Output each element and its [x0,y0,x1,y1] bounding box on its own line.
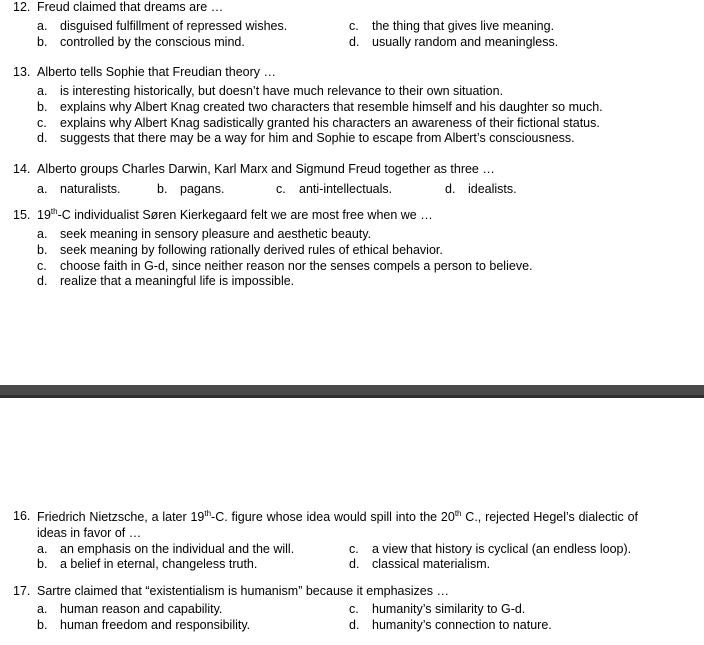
question-stem [13,584,683,599]
option-letter: b. [37,35,48,49]
option-b[interactable] [37,243,443,258]
option-letter: d. [37,274,48,288]
question-stem [13,162,683,177]
option-text: explains why Albert Knag sadistically granted his characters an awareness of their fictional status. [60,116,600,130]
option-letter: a. [37,542,48,556]
option-b[interactable] [37,35,245,50]
option-letter: c. [349,542,359,556]
question-stem [13,208,683,223]
page-break-divider [0,385,704,398]
option-c[interactable] [37,259,533,274]
question-13 [13,65,683,145]
option-text: seek meaning by following rationally derived rules of ethical behavior. [60,243,443,257]
option-letter: d. [349,557,360,571]
option-b[interactable] [37,618,250,633]
option-text: realize that a meaningful life is impossible. [60,274,295,288]
option-letter: d. [349,35,360,49]
option-letter: a. [37,227,48,241]
question-stem [13,0,683,15]
option-c[interactable] [349,602,525,617]
option-c[interactable] [349,19,554,34]
option-a[interactable] [37,19,287,34]
option-letter: b. [37,557,48,571]
option-text: anti-intellectuals. [299,182,393,196]
question-text: Sartre claimed that “existentialism is humanism” because it emphasizes … [37,584,449,598]
option-text: a belief in eternal, changeless truth. [60,557,258,571]
option-text: disguised fulfillment of repressed wishes. [60,19,288,33]
option-letter: b. [37,100,48,114]
option-letter: d. [349,618,360,632]
question-text: Alberto tells Sophie that Freudian theory … [37,65,277,79]
question-15 [13,206,683,288]
option-a[interactable] [37,182,120,197]
option-letter: b. [37,243,48,257]
option-text: is interesting historically, but doesn’t have much relevance to their own situation. [60,84,504,98]
option-b[interactable] [37,100,603,115]
question-12 [13,0,683,49]
option-letter: c. [276,182,286,196]
question-number: 13. [13,65,31,79]
option-a[interactable] [37,84,503,99]
option-letter: c. [349,19,359,33]
option-letter: a. [37,19,48,33]
question-text: Friedrich Nietzsche, a later 19th-C. figure whose idea would spill into the 20th C., rejected Hegel’s dialectic of ideas in favor of … [37,508,638,540]
question-number: 12. [13,0,31,14]
option-c[interactable] [37,116,600,131]
question-16 [13,508,638,571]
option-letter: c. [349,602,359,616]
question-number: 16. [13,509,31,523]
option-letter: a. [37,602,48,616]
option-text: explains why Albert Knag created two characters that resemble himself and his daughter so much. [60,100,603,114]
option-text: the thing that gives live meaning. [372,19,555,33]
option-letter: d. [445,182,456,196]
option-d[interactable] [37,274,294,289]
question-17 [13,584,683,632]
option-text: a view that history is cyclical (an endless loop). [372,542,632,556]
question-stem [13,65,683,80]
option-d[interactable] [349,618,552,633]
option-c[interactable] [276,182,392,197]
option-text: controlled by the conscious mind. [60,35,245,49]
option-text: suggests that there may be a way for him and Sophie to escape from Albert’s consciousness. [60,131,575,145]
option-a[interactable] [37,227,371,242]
option-d[interactable] [445,182,517,197]
option-a[interactable] [37,602,222,617]
option-d[interactable] [349,35,558,50]
option-text: human freedom and responsibility. [60,618,251,632]
option-text: an emphasis on the individual and the will. [60,542,295,556]
option-a[interactable] [37,542,294,557]
option-c[interactable] [349,542,631,557]
question-stem [13,509,638,541]
option-b[interactable] [37,557,257,572]
option-text: choose faith in G-d, since neither reason nor the senses compels a person to believe. [60,259,533,273]
question-text: Alberto groups Charles Darwin, Karl Marx and Sigmund Freud together as three … [37,162,495,176]
document-page-2 [0,398,704,645]
option-text: naturalists. [60,182,121,196]
option-text: seek meaning in sensory pleasure and aesthetic beauty. [60,227,372,241]
option-text: pagans. [180,182,225,196]
option-letter: c. [37,259,47,273]
option-text: classical materialism. [372,557,491,571]
option-d[interactable] [349,557,490,572]
question-number: 17. [13,584,31,598]
option-text: humanity’s connection to nature. [372,618,552,632]
option-text: usually random and meaningless. [372,35,559,49]
question-14 [13,162,683,196]
option-text: humanity’s similarity to G-d. [372,602,526,616]
option-text: human reason and capability. [60,602,223,616]
question-number: 15. [13,208,31,222]
option-letter: a. [37,182,48,196]
option-letter: b. [157,182,168,196]
option-letter: c. [37,116,47,130]
question-text: Freud claimed that dreams are … [37,0,224,14]
question-text: 19th-C individualist Søren Kierkegaard felt we are most free when we … [37,206,433,222]
option-letter: d. [37,131,48,145]
option-b[interactable] [157,182,224,197]
option-d[interactable] [37,131,575,146]
option-letter: a. [37,84,48,98]
option-text: idealists. [468,182,517,196]
option-letter: b. [37,618,48,632]
question-number: 14. [13,162,31,176]
